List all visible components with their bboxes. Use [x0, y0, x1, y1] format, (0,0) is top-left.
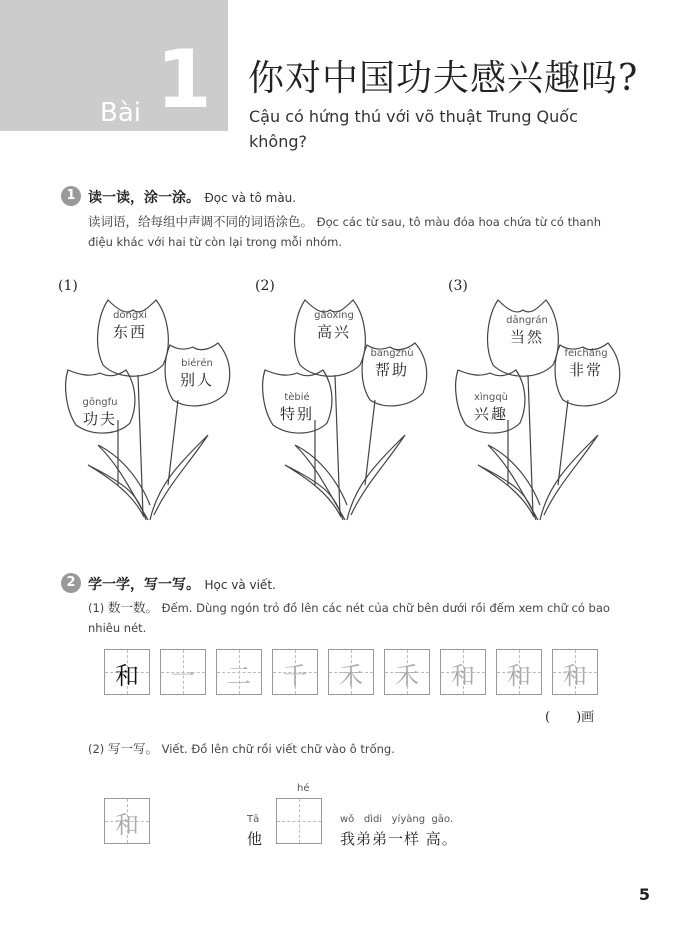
part-1-label: (1): [88, 601, 105, 615]
grid-cell: [272, 649, 318, 695]
flower-word-1: [497, 315, 557, 347]
section-1-instr-vi: Đọc các từ sau, tô màu đóa hoa chứa từ có thanh điệu khác với hai từ còn lại trong mỗi nhóm.: [88, 215, 601, 249]
section-2-heading: [88, 574, 276, 594]
grid-cell: [216, 649, 262, 695]
cell-char: 和: [507, 662, 531, 690]
cell-char: 一: [171, 662, 195, 690]
cell-char: 和: [451, 662, 475, 690]
flower-word-2: [362, 348, 422, 380]
word-pinyin: biérén: [181, 358, 213, 369]
cell-char: 和: [115, 662, 139, 690]
grid-cell: [384, 649, 430, 695]
cell-char: 二: [227, 662, 251, 690]
flower-word-2: [167, 358, 227, 390]
word-hanzi: 帮助: [374, 361, 409, 379]
cell-char: 禾: [395, 662, 419, 690]
trace-cell[interactable]: [104, 798, 150, 844]
lesson-number: 1: [156, 33, 212, 126]
part-1-instr-zh: 数一数。: [107, 600, 158, 615]
word-pinyin: dōngxi: [113, 310, 147, 321]
sentence-hanzi-ta: 他: [247, 830, 263, 848]
word-hanzi: 当然: [509, 328, 544, 346]
stroke-order-grid: [104, 649, 608, 695]
flower-word-1: [100, 310, 160, 342]
lesson-word: Bài: [100, 98, 141, 128]
word-pinyin: gāoxìng: [314, 310, 354, 321]
section-2-number: 2: [61, 573, 81, 593]
cell-char: 千: [283, 662, 307, 690]
section-1-number: 1: [61, 186, 81, 206]
sentence-hanzi-rest: 我弟弟一样 高。: [340, 830, 458, 848]
word-hanzi: 别人: [179, 371, 214, 389]
flower-word-3: [461, 392, 521, 424]
sentence-pinyin-blank: hé: [297, 783, 310, 794]
cell-char: 禾: [339, 662, 363, 690]
group-label: (1): [58, 278, 78, 294]
section-1-instr-zh: 读词语，给每组中声调不同的词语涂色。: [88, 214, 314, 229]
group-label: (2): [255, 278, 275, 294]
part-1-instructions: [88, 598, 623, 638]
part-2-instr-zh: 写一写。: [107, 741, 158, 756]
word-hanzi: 高兴: [316, 323, 351, 341]
page-number: 5: [638, 885, 650, 904]
part-2-instr-vi: Viết. Đồ lên chữ rồi viết chữ vào ô trống.: [161, 742, 395, 756]
word-pinyin: dāngrán: [506, 315, 548, 326]
word-hanzi: 特别: [279, 405, 314, 423]
flower-word-2: [556, 348, 616, 380]
section-2-heading-zh: 学一学，写一写。: [88, 577, 200, 593]
flower-word-3: [70, 397, 130, 429]
grid-cell: [104, 649, 150, 695]
stroke-count-blank[interactable]: ( )画: [545, 710, 595, 725]
sentence-pinyin-ta: Tā: [247, 814, 260, 825]
grid-cell: [328, 649, 374, 695]
grid-cell: [552, 649, 598, 695]
word-pinyin: fēicháng: [564, 348, 608, 359]
word-pinyin: xìngqù: [473, 392, 509, 403]
sentence-pinyin-rest: wǒ dìdi yíyàng gāo.: [340, 814, 454, 825]
part-1-instr-vi: Đếm. Dùng ngón trỏ đồ lên các nét của chữ bên dưới rồi đếm xem chữ có bao nhiêu nét.: [88, 601, 610, 635]
part-2-label: (2): [88, 742, 105, 756]
write-blank-cell[interactable]: [276, 798, 322, 844]
flower-word-3: [267, 392, 327, 424]
word-pinyin: tèbié: [284, 392, 310, 403]
lesson-title-vietnamese: Cậu có hứng thú với võ thuật Trung Quốc không?: [249, 107, 578, 151]
section-1-instructions: [88, 212, 628, 252]
word-pinyin: gōngfu: [82, 397, 118, 408]
word-hanzi: 非常: [568, 361, 603, 379]
word-hanzi: 功夫: [82, 410, 117, 428]
trace-char: 和: [115, 811, 139, 839]
word-hanzi: 东西: [112, 323, 147, 341]
cell-char: 和: [563, 662, 587, 690]
group-label: (3): [448, 278, 468, 294]
part-2-instructions: [88, 739, 623, 759]
lesson-title-chinese: 你对中国功夫感兴趣吗?: [248, 58, 639, 99]
word-pinyin: bāngzhù: [370, 348, 414, 359]
section-1-heading-zh: 读一读，涂一涂。: [88, 190, 200, 206]
word-hanzi: 兴趣: [473, 405, 508, 423]
grid-cell: [440, 649, 486, 695]
grid-cell: [496, 649, 542, 695]
grid-cell: [160, 649, 206, 695]
section-1-heading-vi: Đọc và tô màu.: [204, 191, 297, 205]
flower-word-1: [304, 310, 364, 342]
section-1-heading: [88, 187, 296, 207]
section-2-heading-vi: Học và viết.: [204, 578, 276, 592]
